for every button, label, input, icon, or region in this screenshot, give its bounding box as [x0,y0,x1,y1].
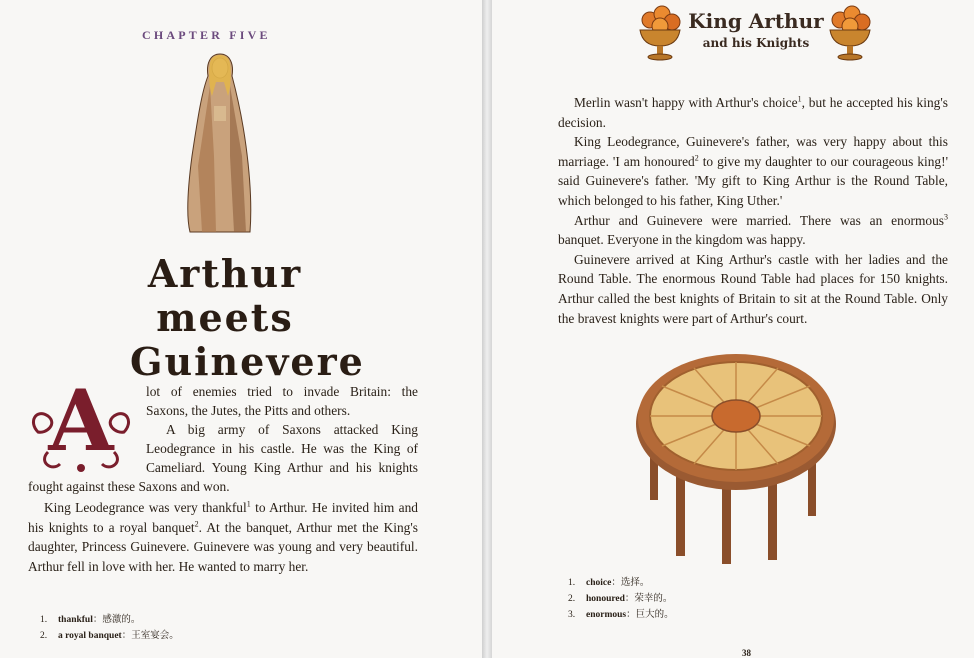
text-line: A big army of Saxons attacked King [166,422,418,437]
page-number: 38 [742,648,751,658]
title-line-1: Arthur meets [147,251,303,340]
paragraph: King Leodegrance, Guinevere's father, was very happy about this marriage. 'I am honoured$^2$ to give my daughter to our courageous king!' said Guinevere's father. 'My gift to King Arthur is the Round Table, which belonged to his father, King Uther.' [558,134,948,208]
left-page [0,0,482,658]
fruit-bowl-icon [636,2,684,62]
chapter-title [90,251,365,384]
footnote-marker: 1 [246,499,251,509]
drop-cap-ornament [28,372,134,476]
paragraph: King Leodegrance was very thankful$^1$ to Arthur. He invited him and his knights to a royal banquet$^2$. At the banquet, Arthur met the King's daughter, Princess Guinevere. Guinevere was young and very beautiful. Arthur fell in love with her. He wanted to marry her. [28,499,418,574]
running-header [688,8,824,52]
paragraph: Merlin wasn't happy with Arthur's choice$^1$, but he accepted his king's decision. [558,94,948,130]
text-line: fought against these Saxons and won. [28,479,230,494]
footnote: 1. choice：选择。 [568,578,650,588]
fruit-bowl-icon [826,2,874,62]
text-line: Cameliard. Young King Arthur and his knights [146,460,418,475]
footnote-marker: 2 [694,153,699,163]
book-gutter [482,0,492,658]
footnote: 1. thankful：感激的。 [40,615,141,625]
text-line: Saxons, the Jutes, the Pitts and others. [146,403,351,418]
text-line: Leodegrance in his castle. He was the King of [146,441,418,456]
footnote-marker: 2 [194,519,199,529]
footnote: 2. a royal banquet：王室宴会。 [40,631,179,641]
paragraph: Guinevere arrived at King Arthur's castle with her ladies and the Round Table. The enormous Round Table had places for 150 knights. Arthur called the best knights of Britain to sit at the Round Table. Only the bravest knights were part of Arthur's court. [558,251,948,326]
guinevere-illustration [180,46,260,236]
footnote-marker: 1 [797,94,802,104]
round-table-illustration [632,346,842,568]
title-line-2: Guinevere [130,339,365,384]
footnote: 3. enormous：巨大的。 [568,610,674,620]
footnotes [40,612,179,644]
header-subtitle: and his Knights [702,36,810,50]
header-title: King Arthur [688,9,824,33]
drop-cap-letter: A [48,372,114,470]
footnote-marker: 3 [944,212,948,222]
footnote: 2. honoured：荣幸的。 [568,594,673,604]
right-body-text [558,93,948,328]
text-line: lot of enemies tried to invade Britain: the [146,384,418,399]
right-page [492,0,974,658]
paragraph: Arthur and Guinevere were married. There was an enormous$^3$ banquet. Everyone in the kingdom was happy. [558,212,948,248]
chapter-label: CHAPTER FIVE [142,28,271,42]
footnotes [568,575,674,623]
